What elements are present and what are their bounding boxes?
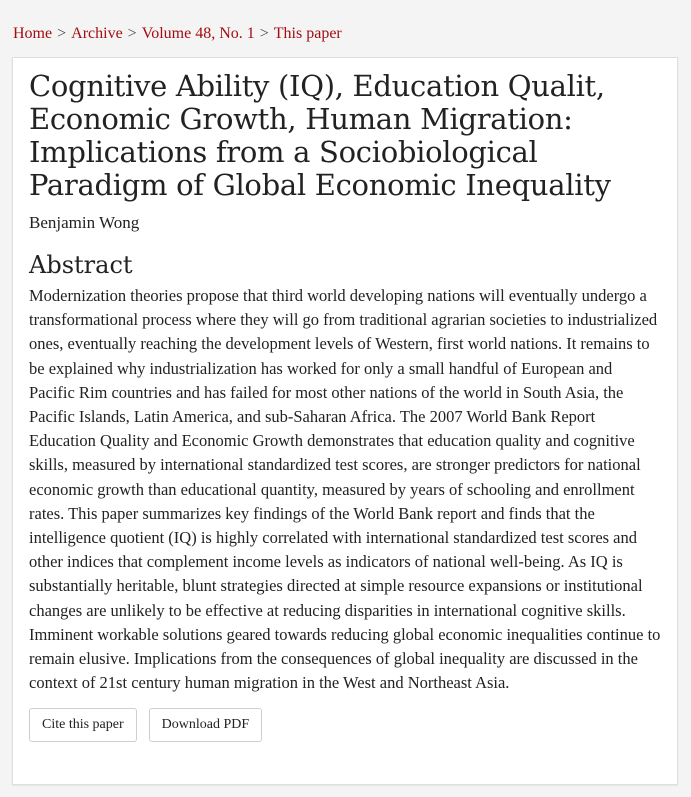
breadcrumb (13, 24, 342, 44)
breadcrumb-issue-link[interactable]: Volume 48, No. 1 (141, 25, 255, 42)
breadcrumb-separator: > (57, 25, 67, 42)
breadcrumb-separator: > (259, 25, 269, 42)
paper-author: Benjamin Wong (29, 213, 140, 232)
download-pdf-button[interactable]: Download PDF (149, 708, 263, 742)
paper-card (12, 57, 678, 785)
paper-actions (29, 708, 661, 742)
breadcrumb-archive-link[interactable]: Archive (71, 25, 123, 42)
breadcrumb-separator: > (127, 25, 137, 42)
paper-title: Cognitive Ability (IQ), Education Qualit, Economic Growth, Human Migration: Implications from a Sociobiological Paradigm of Global Economic Inequality (29, 69, 611, 202)
breadcrumb-current-link[interactable]: This paper (273, 25, 342, 42)
abstract-text: Modernization theories propose that third world developing nations will eventually undergo a transformational process where they will go from traditional agrarian societies to industrialized ones, eventually reaching the development levels of Western, first world nations. It remains to be explained why industrialization has worked for only a small handful of European and Pacific Rim countries and has failed for most other nations of the world in South Asia, the Pacific Islands, Latin America, and sub-Saharan Africa. The 2007 World Bank Report Education Quality and Economic Growth demonstrates that education quality and cognitive skills, measured by international standardized test scores, are stronger predictors for national economic growth than educational quantity, measured by years of schooling and enrollment rates. This paper summarizes key findings of the World Bank report and finds that the intelligence quotient (IQ) is highly correlated with international standardized test scores and other indices that complement income levels as indicators of national well-being. As IQ is substantially heritable, blunt strategies directed at simple resource expansions or institutional changes are unlikely to be effective at reducing disparities in international cognitive skills. Imminent workable solutions geared towards reducing global economic inequalities continue to remain elusive. Implications from the consequences of global inequality are discussed in the context of 21st century human migration in the West and Northeast Asia. (29, 286, 661, 693)
breadcrumb-home-link[interactable]: Home (13, 25, 53, 42)
cite-paper-button[interactable]: Cite this paper (29, 708, 137, 742)
abstract-heading: Abstract (29, 251, 133, 279)
